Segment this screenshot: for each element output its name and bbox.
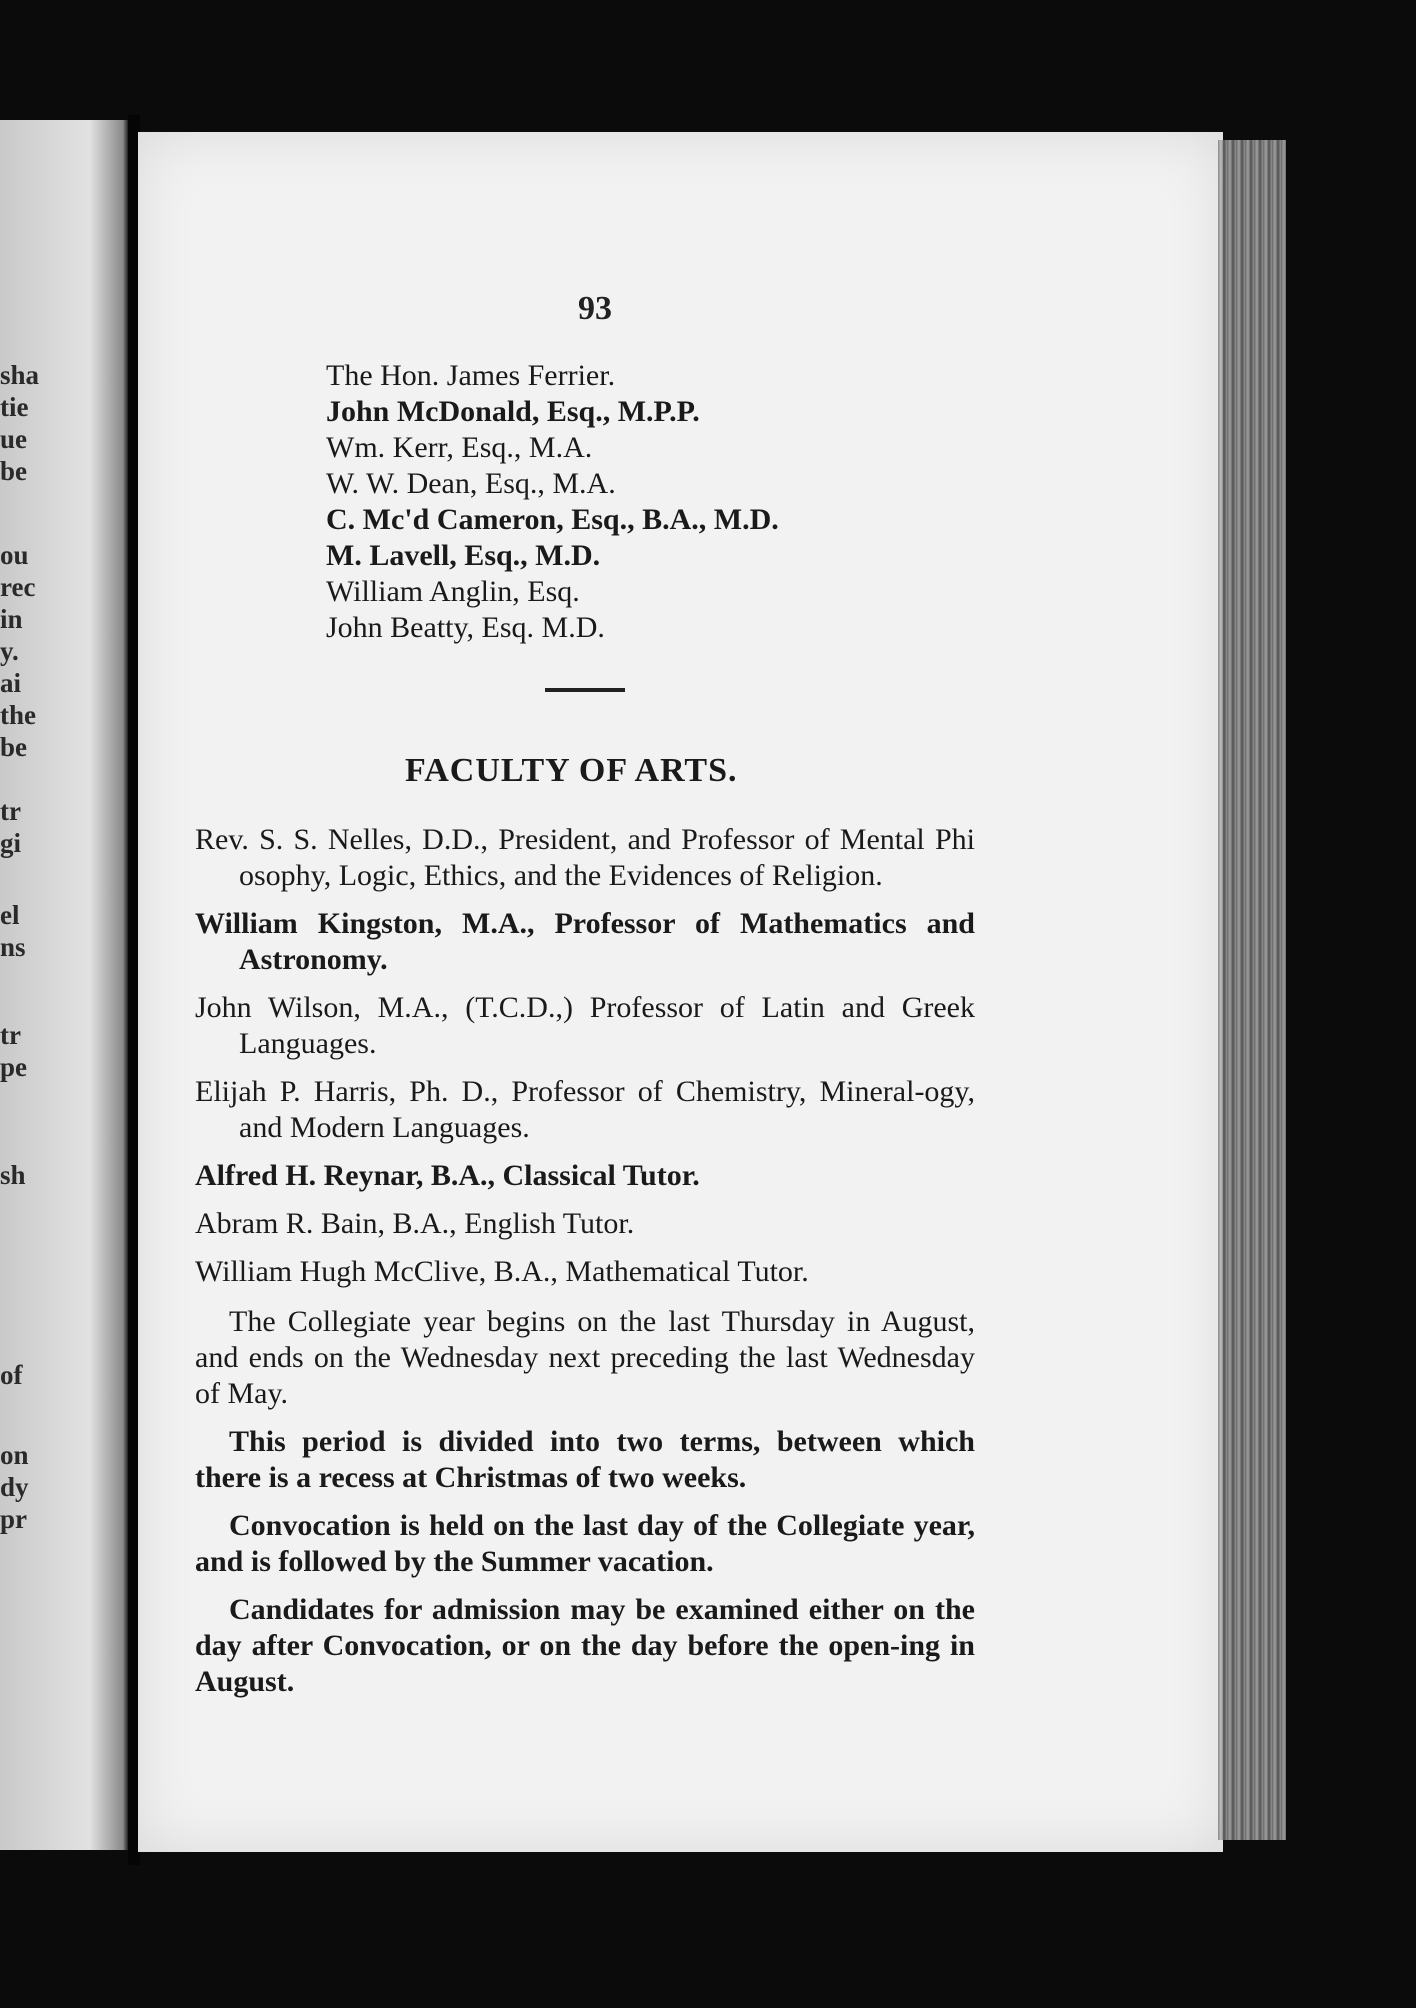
page-fragment: rec (0, 572, 36, 602)
page-fragment: sh (0, 1160, 26, 1190)
faculty-entry: John Wilson, M.A., (T.C.D.,) Professor of Latin and Greek Languages. (195, 991, 975, 1060)
page-fragment: y. (0, 636, 19, 666)
page-fragment: pr (0, 1504, 27, 1534)
committee-member: John Beatty, Esq. M.D. (326, 611, 605, 644)
committee-member: W. W. Dean, Esq., M.A. (326, 467, 616, 500)
faculty-entry: Rev. S. S. Nelles, D.D., President, and Professor of Mental Phi osophy, Logic, Ethics, and the Evidences of Religion. (195, 823, 975, 892)
page-fragment: tie (0, 392, 29, 422)
note-paragraph: Candidates for admission may be examined either on the day after Convocation, or on the day before the open-ing in August. (195, 1593, 975, 1698)
note-paragraph: Convocation is held on the last day of the Collegiate year, and is followed by the Summer vacation. (195, 1509, 975, 1578)
page-fragment: ns (0, 932, 26, 962)
page-fragment: pe (0, 1052, 27, 1082)
page-fragment: ou (0, 540, 29, 570)
note-paragraph: The Collegiate year begins on the last Thursday in August, and ends on the Wednesday next preceding the last Wednesday of May. (195, 1305, 975, 1410)
page-fragment: gi (0, 828, 22, 858)
committee-member: The Hon. James Ferrier. (326, 359, 616, 392)
page-fragment: sha (0, 360, 40, 390)
previous-page-edge (0, 120, 128, 1850)
faculty-entry: William Kingston, M.A., Professor of Mathematics and Astronomy. (195, 907, 975, 976)
committee-member: M. Lavell, Esq., M.D. (326, 539, 601, 572)
section-heading: FACULTY OF ARTS. (405, 752, 738, 789)
page-fragment: tr (0, 1020, 21, 1050)
page-fragment: el (0, 900, 20, 930)
note-paragraph: This period is divided into two terms, between which there is a recess at Christmas of two weeks. (195, 1425, 975, 1494)
page-fragment: of (0, 1360, 23, 1390)
committee-member: C. Mc'd Cameron, Esq., B.A., M.D. (326, 503, 779, 536)
committee-member: Wm. Kerr, Esq., M.A. (326, 431, 593, 464)
section-divider (545, 688, 625, 692)
faculty-list (195, 822, 975, 1712)
notes-section (195, 1304, 975, 1700)
committee-list (326, 358, 1026, 646)
page-fragment: ai (0, 668, 22, 698)
page-fragment: in (0, 604, 23, 634)
page-fragment: tr (0, 796, 21, 826)
page-fragment: ue (0, 424, 27, 454)
faculty-entry: Elijah P. Harris, Ph. D., Professor of Chemistry, Mineral-ogy, and Modern Languages. (195, 1075, 975, 1144)
page-fragment: the (0, 700, 36, 730)
faculty-entry: Abram R. Bain, B.A., English Tutor. (195, 1207, 635, 1240)
faculty-entry: Alfred H. Reynar, B.A., Classical Tutor. (195, 1159, 700, 1192)
page-fragment: dy (0, 1472, 29, 1502)
page-fragment: be (0, 456, 27, 486)
page-fragment: on (0, 1440, 29, 1470)
page-number: 93 (578, 290, 612, 327)
page-fragment: be (0, 732, 27, 762)
committee-member: John McDonald, Esq., M.P.P. (326, 395, 700, 428)
committee-member: William Anglin, Esq. (326, 575, 580, 608)
page-edges (1218, 140, 1286, 1840)
faculty-entry: William Hugh McClive, B.A., Mathematical Tutor. (195, 1255, 809, 1288)
